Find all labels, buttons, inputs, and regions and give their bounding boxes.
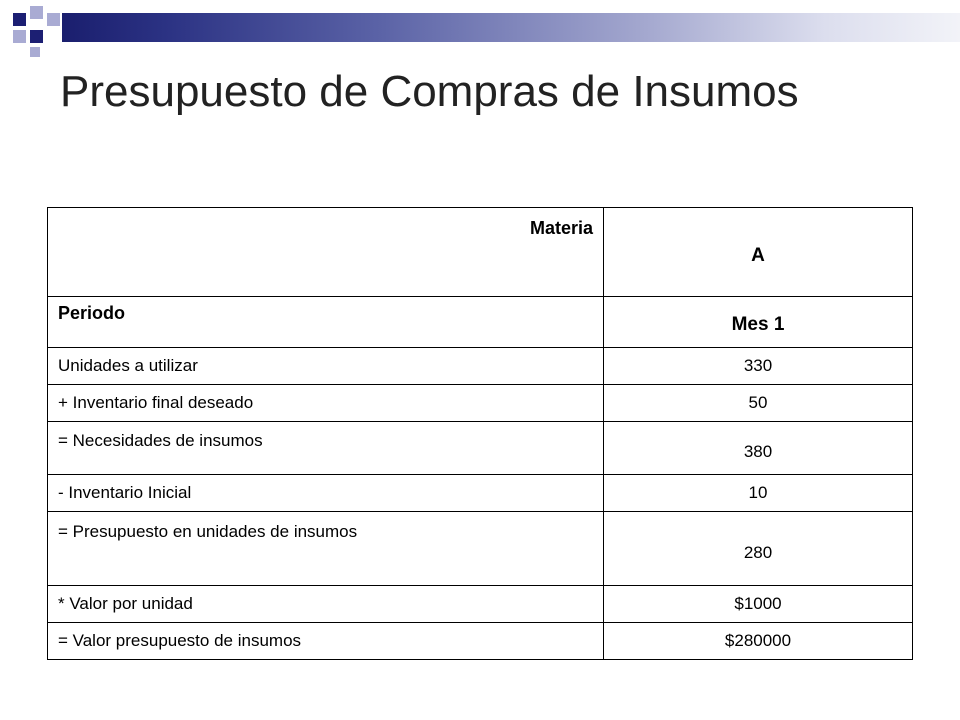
lavender-square [13,30,26,43]
row-value: 10 [604,475,913,512]
row-label: = Necesidades de insumos [48,422,604,475]
table-row [48,475,913,512]
table-row [48,385,913,422]
row-label: = Presupuesto en unidades de insumos [48,512,604,586]
row-value: 380 [604,422,913,475]
table-row [48,512,913,586]
table-row [48,623,913,660]
periodo-label: Periodo [48,297,604,348]
navy-square [30,30,43,43]
slide-title: Presupuesto de Compras de Insumos [60,67,799,116]
budget-table [47,207,913,660]
row-value: 50 [604,385,913,422]
table-row [48,586,913,623]
table-row [48,422,913,475]
row-value: $1000 [604,586,913,623]
materia-label: Materia [48,208,604,297]
row-label: Unidades a utilizar [48,348,604,385]
periodo-value: Mes 1 [604,297,913,348]
row-label: + Inventario final deseado [48,385,604,422]
table-row [48,348,913,385]
lavender-square [47,13,60,26]
table-row-periodo [48,297,913,348]
materia-value: A [604,208,913,297]
row-value: $280000 [604,623,913,660]
header-gradient-bar [62,13,960,42]
row-value: 280 [604,512,913,586]
navy-square [13,13,26,26]
lavender-square [30,6,43,19]
row-label: = Valor presupuesto de insumos [48,623,604,660]
row-value: 330 [604,348,913,385]
row-label: - Inventario Inicial [48,475,604,512]
table-row-materia [48,208,913,297]
row-label: * Valor por unidad [48,586,604,623]
lavender-square [30,47,40,57]
